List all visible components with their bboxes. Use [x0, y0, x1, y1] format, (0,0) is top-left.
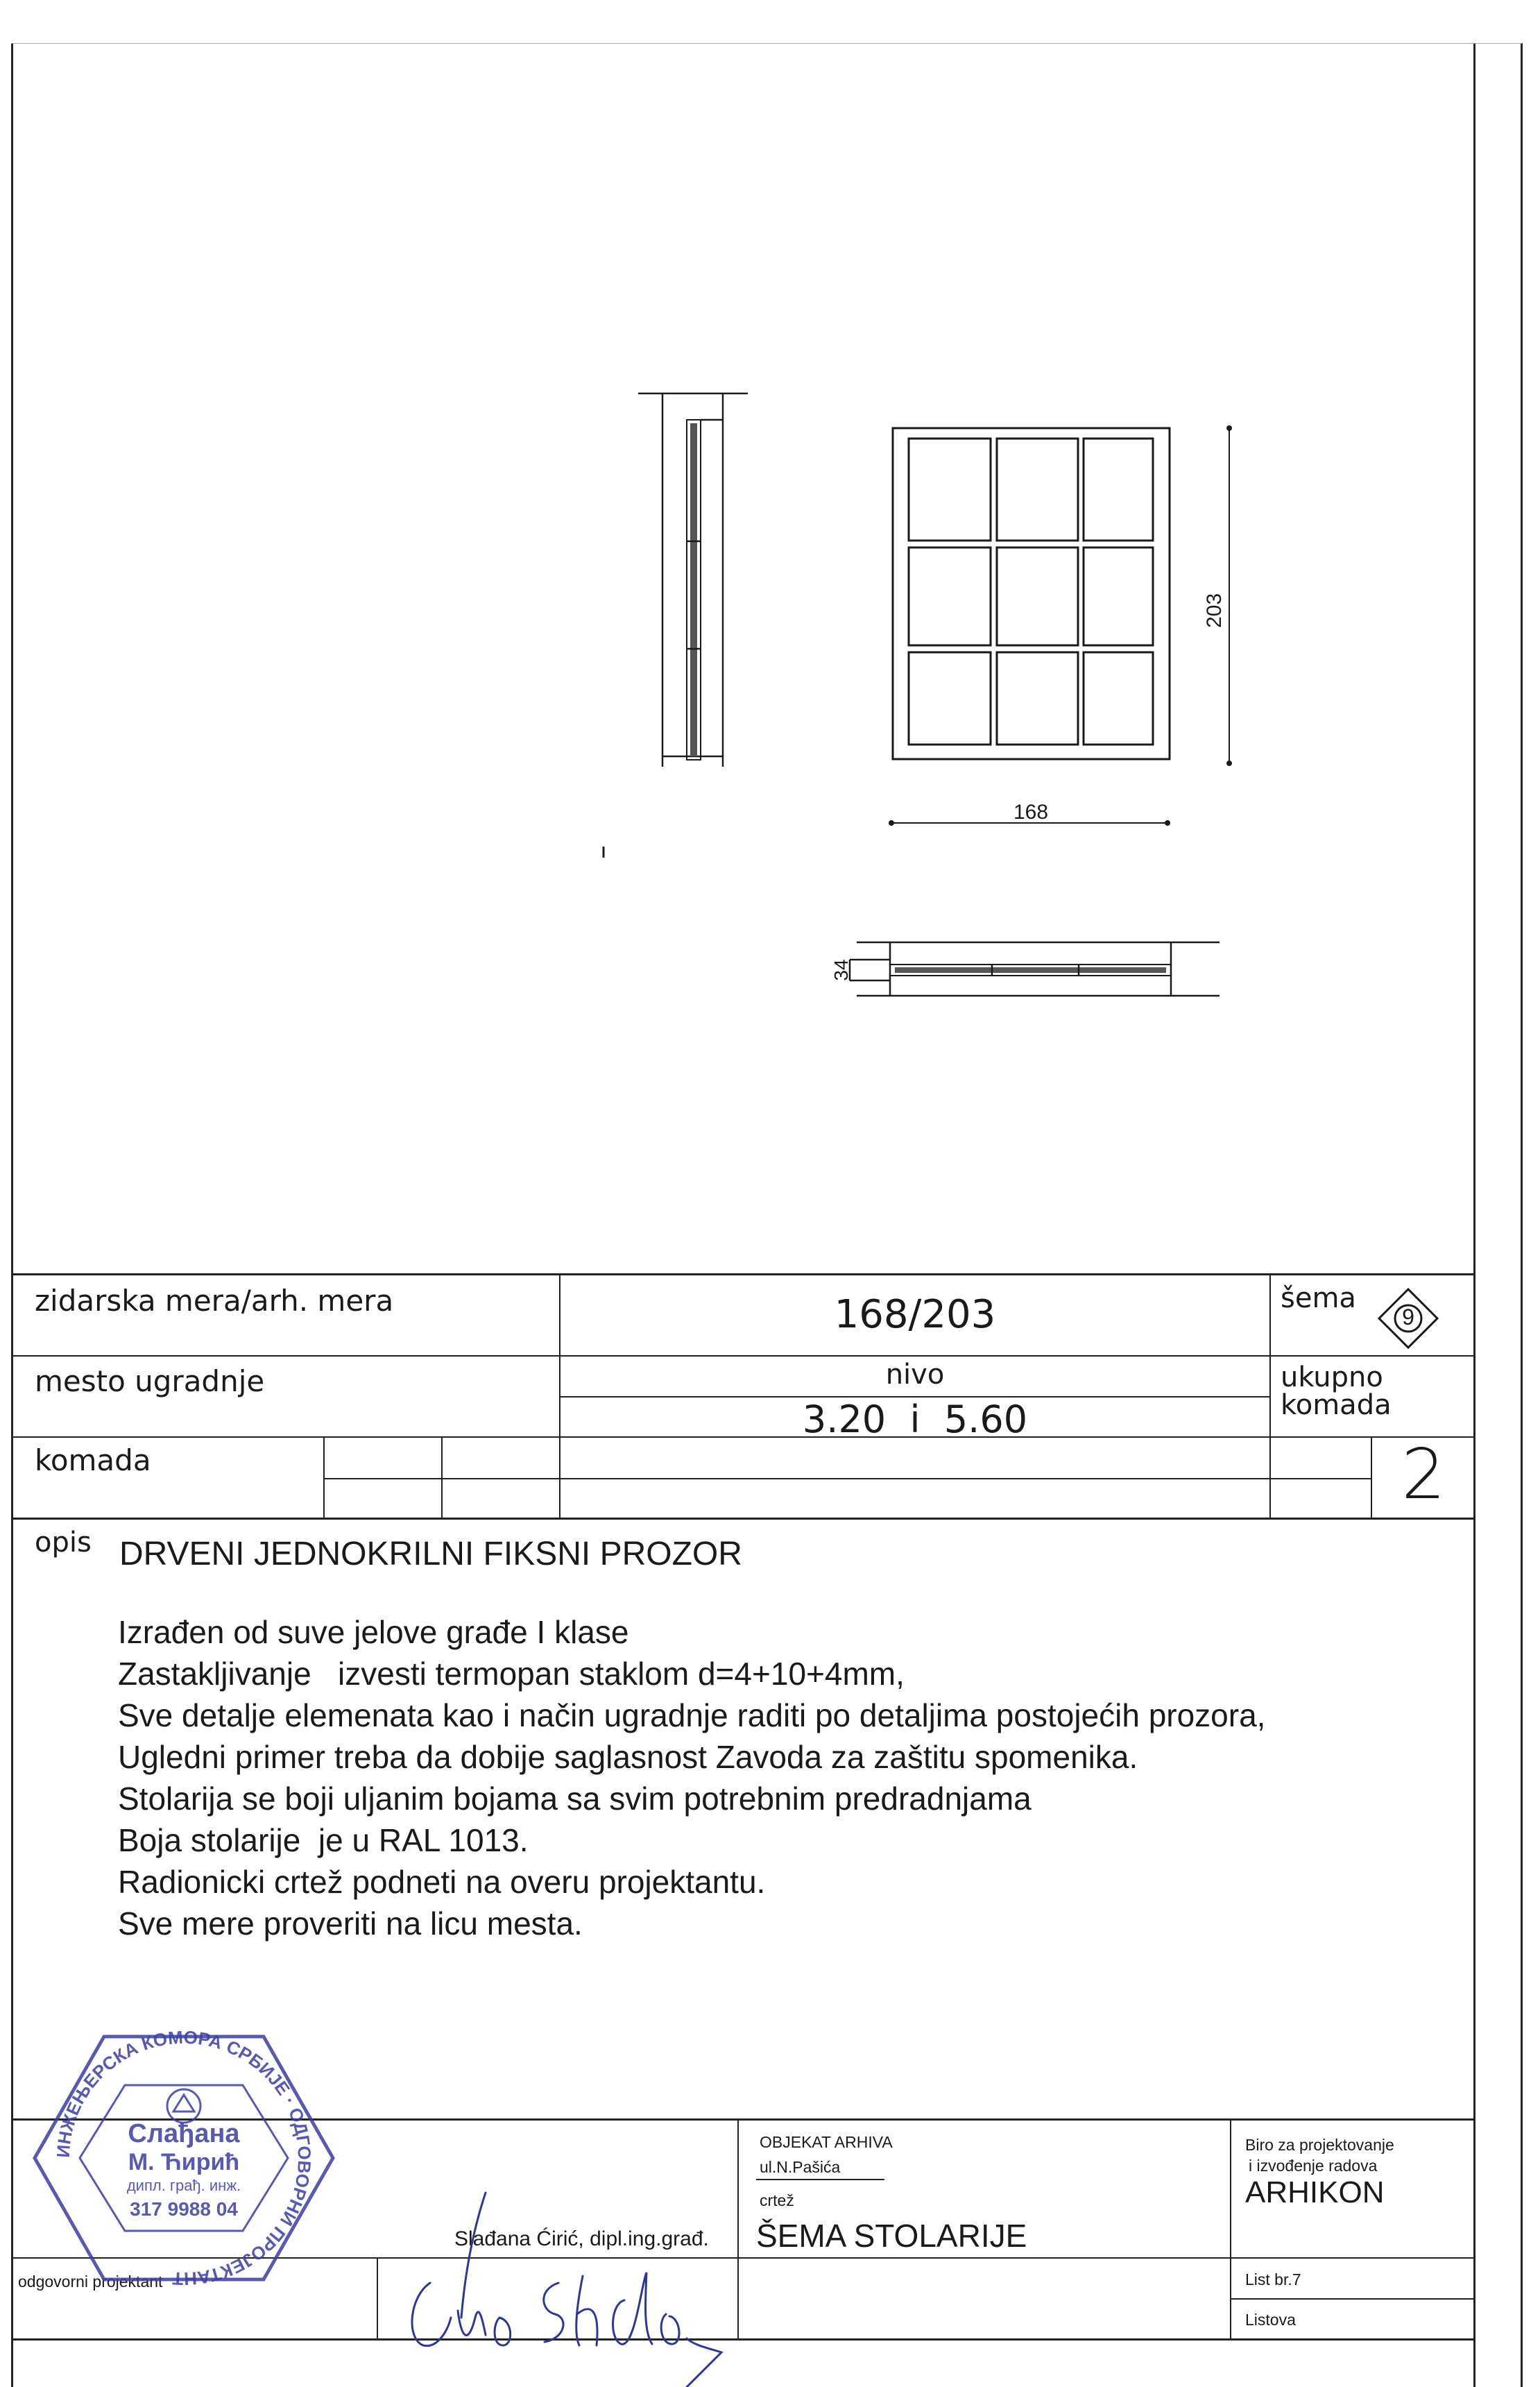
drawing-label: crtež	[760, 2191, 794, 2209]
firm-desc-2: i izvođenje radova	[1249, 2157, 1378, 2175]
description-line: Boja stolarije je u RAL 1013.	[118, 1822, 529, 1858]
dim-height: 203	[1203, 593, 1226, 629]
stamp-title: дипл. грађ. инж.	[126, 2177, 241, 2194]
side-section-view	[638, 393, 748, 767]
description-line: Stolarija se boji uljanim bojama sa svim potrebnim predradnjama	[118, 1781, 1032, 1817]
dim-depth: 34	[830, 959, 852, 981]
stamp-license: 317 9988 04	[130, 2198, 238, 2220]
tb-col-1	[377, 2257, 378, 2338]
stamp-name-1: Слађана	[128, 2119, 240, 2148]
description-line: Zastakljivanje izvesti termopan staklom d=4+10+4mm,	[118, 1656, 905, 1692]
sema-label: šema	[1281, 1282, 1356, 1314]
table-rule-4	[323, 1478, 1371, 1479]
description-line: Sve detalje elemenata kao i način ugradnje raditi po detaljima postojećih prozora,	[118, 1697, 1266, 1733]
sheet-count-label: Listova	[1245, 2311, 1296, 2329]
description-line: Ugledni primer treba da dobije saglasnost Zavoda za zaštitu spomenika.	[118, 1739, 1138, 1775]
sheet-number: List br.7	[1245, 2270, 1301, 2288]
firm-desc-1: Biro za projektovanje	[1245, 2136, 1394, 2154]
nivo-label: nivo	[885, 1359, 945, 1391]
handwritten-signature	[388, 2179, 749, 2387]
tb-right-rule-1	[1230, 2298, 1475, 2300]
window-elevation	[893, 428, 1170, 759]
masonry-dimension-label: zidarska mera/arh. mera	[35, 1284, 394, 1318]
stamp-ring-text: ИНЖЕЊЕРСКА КОМОРА СРБИЈЕ · ОДГОВОРНИ ПРОЈЕКТАНТ	[52, 2026, 316, 2290]
stamp-name-2: М. Ћирић	[128, 2149, 240, 2175]
total-label-1: ukupno	[1281, 1361, 1383, 1393]
description-line: Radionicki crtež podneti na overu projektantu.	[118, 1864, 766, 1900]
installation-place-label: mesto ugradnje	[35, 1364, 265, 1398]
plan-section-view	[850, 942, 1220, 996]
tb-col-3	[1230, 2118, 1231, 2338]
total-value: 2	[1401, 1434, 1446, 1515]
sema-number: 9	[1402, 1305, 1414, 1330]
dim-width: 168	[1013, 801, 1049, 824]
tb-object-underline	[756, 2179, 884, 2180]
signer-name: Slađana Ćirić, dipl.ing.građ.	[454, 2227, 709, 2250]
engineering-chamber-stamp	[28, 2023, 340, 2293]
nivo-value: 3.20 i 5.60	[802, 1398, 1028, 1441]
description-title: DRVENI JEDNOKRILNI FIKSNI PROZOR	[119, 1536, 742, 1572]
table-rule-2	[11, 1355, 1475, 1357]
opis-label: opis	[35, 1527, 92, 1558]
object-name: OBJEKAT ARHIVA	[760, 2133, 893, 2151]
table-rule-5	[11, 1518, 1475, 1520]
description-line: Izrađen od suve jelove građe I klase	[118, 1614, 629, 1650]
table-top-rule	[11, 1273, 1475, 1275]
object-address: ul.N.Pašića	[760, 2158, 841, 2176]
height-dimension	[1227, 426, 1231, 765]
total-label-2: komada	[1281, 1389, 1392, 1421]
table-col-b	[1269, 1273, 1271, 1518]
responsible-designer-label: odgovorni projektant	[18, 2273, 163, 2291]
description-line: Sve mere proveriti na licu mesta.	[118, 1905, 583, 1942]
firm-name: ARHIKON	[1245, 2175, 1385, 2209]
drawing-title: ŠEMA STOLARIJE	[756, 2218, 1027, 2254]
sema-mark	[1377, 1287, 1439, 1350]
masonry-dimension-value: 168/203	[834, 1292, 996, 1337]
table-col-d	[441, 1436, 443, 1518]
pieces-label: komada	[35, 1443, 151, 1477]
table-col-c	[323, 1436, 325, 1518]
